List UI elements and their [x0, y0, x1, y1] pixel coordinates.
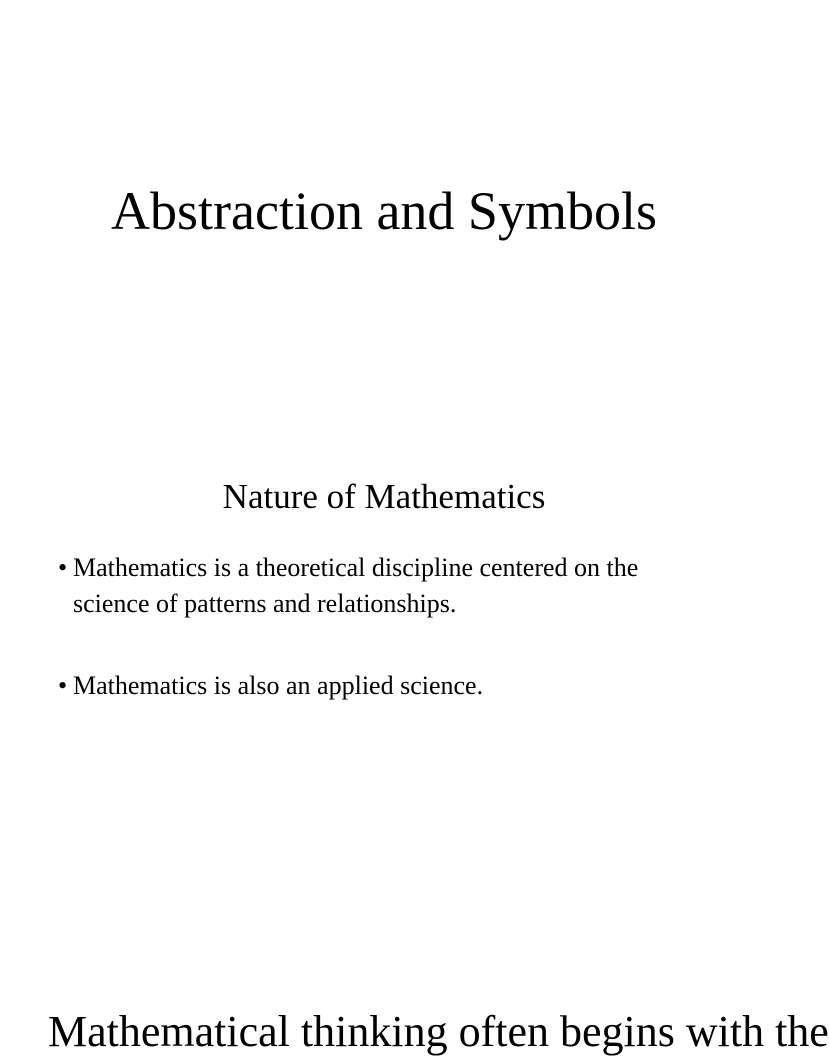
slide-3	[0, 990, 829, 1056]
bullet-text: Mathematics is also an applied science.	[73, 671, 484, 700]
bullet-icon: •	[58, 553, 68, 582]
bullet-text: Mathematics is a theoretical discipline centered on the science of patterns and relationships.	[73, 553, 639, 618]
slide-2	[0, 430, 768, 990]
bullet-item	[58, 668, 708, 704]
slide-title: Abstraction and Symbols	[111, 181, 657, 241]
bullet-list	[58, 550, 708, 750]
slide-1	[0, 0, 768, 430]
bullet-item	[58, 550, 708, 622]
slide-heading: Nature of Mathematics	[222, 477, 546, 516]
slide-heading-partial: Mathematical thinking often begins with the	[48, 1007, 829, 1056]
bullet-icon: •	[58, 671, 68, 700]
